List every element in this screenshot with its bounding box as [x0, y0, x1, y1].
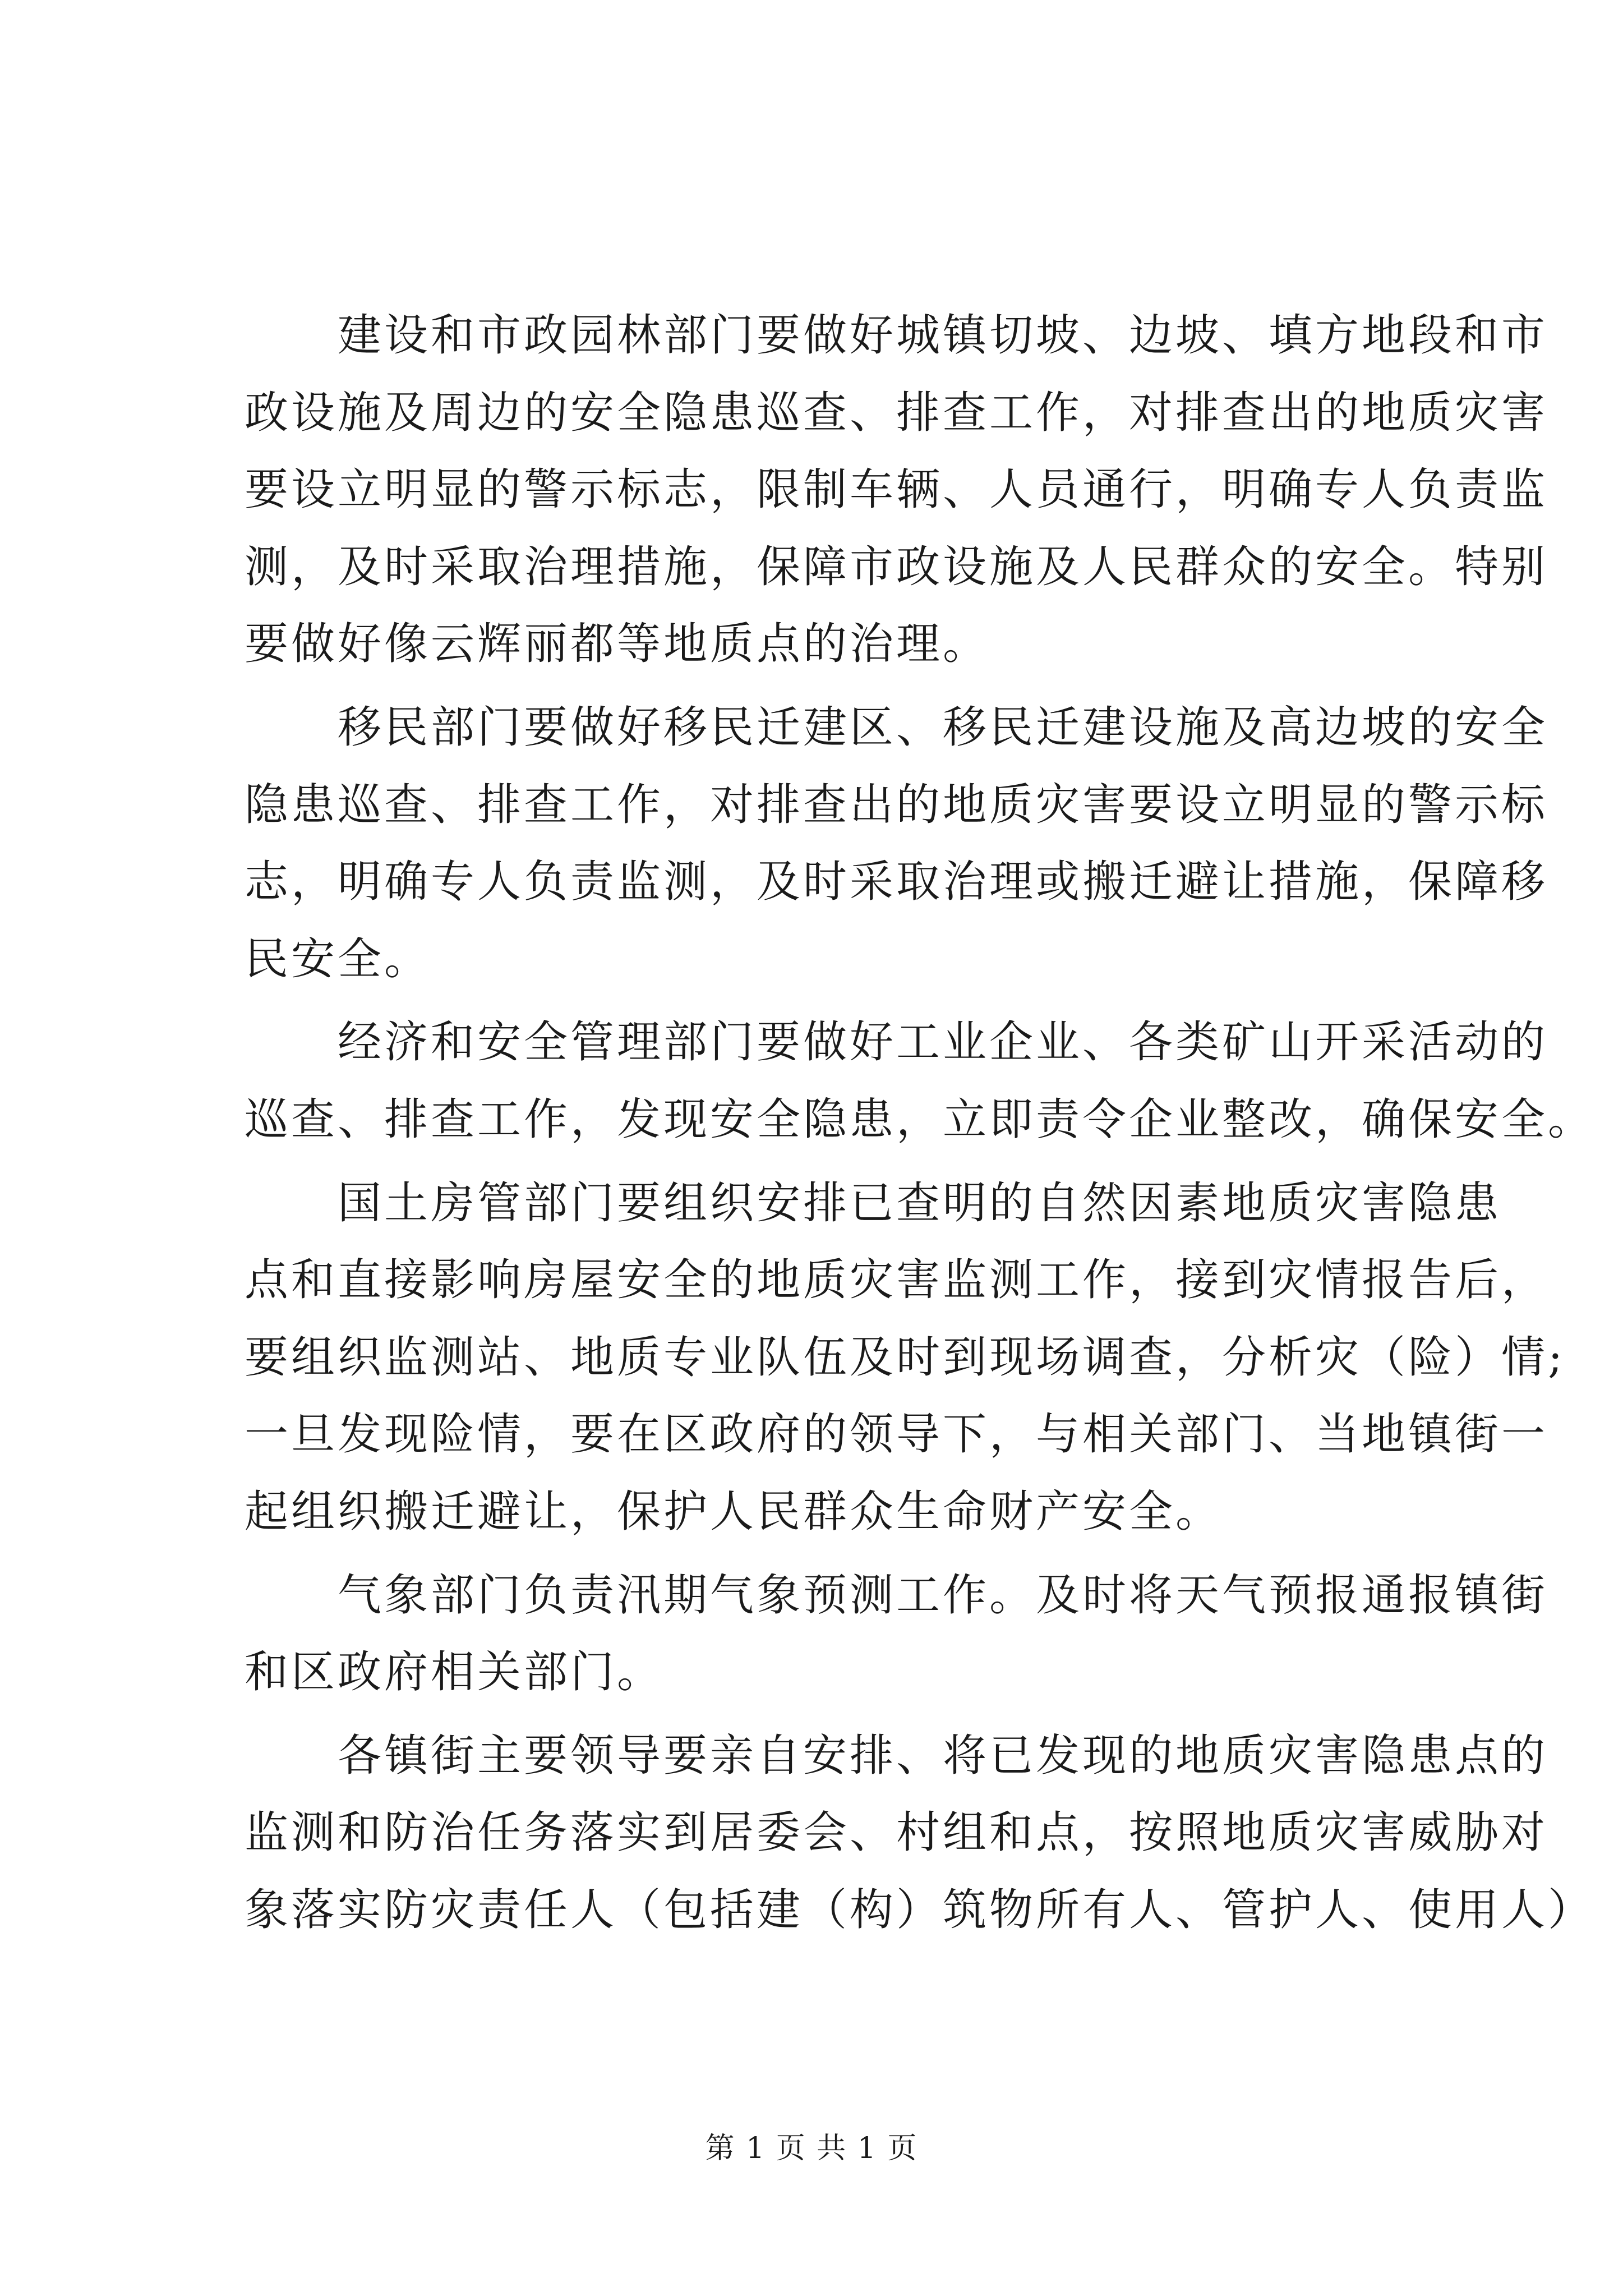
paragraph-line: 政设施及周边的安全隐患巡查、排查工作，对排查出的地质灾害 — [245, 387, 1548, 438]
paragraph-line: 点和直接影响房屋安全的地质灾害监测工作，接到灾情报告后， — [245, 1255, 1548, 1306]
paragraph-line: 和区政府相关部门。 — [245, 1647, 664, 1698]
paragraph-line: 志，明确专人负责监测，及时采取治理或搬迁避让措施，保障移 — [245, 857, 1548, 908]
paragraph-line: 民安全。 — [245, 933, 431, 984]
document-body — [245, 297, 1595, 1949]
paragraph-line: 经济和安全管理部门要做好工业企业、各类矿山开采活动的 — [338, 1017, 1548, 1068]
paragraph-line: 要做好像云辉丽都等地质点的治理。 — [245, 619, 990, 670]
paragraph-line: 要设立明显的警示标志，限制车辆、人员通行，明确专人负责监 — [245, 464, 1548, 516]
paragraph-line: 气象部门负责汛期气象预测工作。及时将天气预报通报镇街 — [338, 1570, 1548, 1621]
paragraph-line: 建设和市政园林部门要做好城镇切坡、边坡、填方地段和市 — [338, 310, 1548, 361]
paragraph-line: 国土房管部门要组织安排已查明的自然因素地质灾害隐患 — [338, 1177, 1502, 1228]
paragraph-line: 象落实防灾责任人（包括建（构）筑物所有人、管护人、使用人） — [245, 1884, 1595, 1935]
paragraph-line: 测，及时采取治理措施，保障市政设施及人民群众的安全。特别 — [245, 541, 1548, 592]
paragraph-line: 起组织搬迁避让，保护人民群众生命财产安全。 — [245, 1486, 1223, 1537]
paragraph-line: 一旦发现险情，要在区政府的领导下，与相关部门、当地镇街一 — [245, 1409, 1548, 1460]
page-footer — [0, 2129, 1623, 2168]
page-number: 第 1 页 共 1 页 — [705, 2132, 918, 2165]
paragraph-line: 移民部门要做好移民迁建区、移民迁建设施及高边坡的安全 — [338, 702, 1548, 753]
paragraph-line: 要组织监测站、地质专业队伍及时到现场调查，分析灾（险）情; — [245, 1332, 1566, 1383]
paragraph-line: 各镇街主要领导要亲自安排、将已发现的地质灾害隐患点的 — [338, 1730, 1548, 1781]
paragraph-line: 隐患巡查、排查工作，对排查出的地质灾害要设立明显的警示标 — [245, 779, 1548, 830]
paragraph-line: 巡查、排查工作，发现安全隐患，立即责令企业整改，确保安全。 — [245, 1094, 1595, 1145]
paragraph-line: 监测和防治任务落实到居委会、村组和点，按照地质灾害威胁对 — [245, 1807, 1548, 1858]
